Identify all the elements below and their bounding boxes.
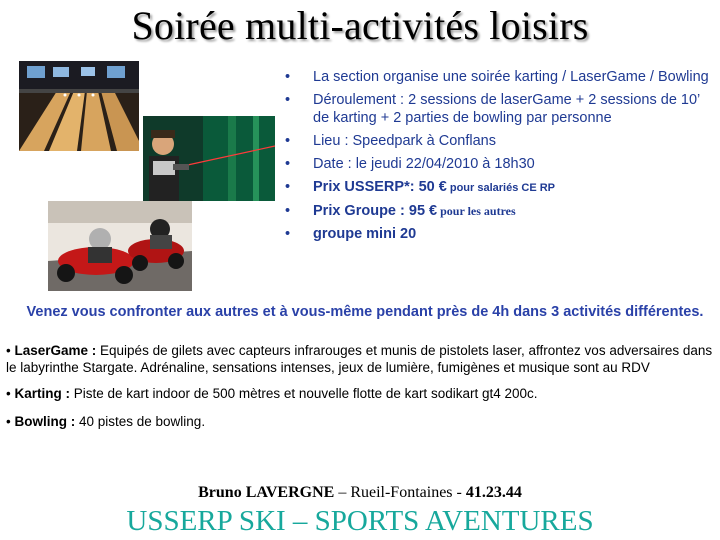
go-kart-race-icon xyxy=(48,201,192,291)
detail-group-min: • groupe mini 20 xyxy=(285,225,710,243)
lasergame-photo xyxy=(143,116,275,201)
detail-activities: • La section organise une soirée karting / LaserGame / Bowling xyxy=(285,68,710,86)
contact-line: Bruno LAVERGNE – Rueil-Fontaines - 41.23.44 xyxy=(198,484,522,501)
detail-price-usserp: • Prix USSERP*: 50 € pour salariés CE RP xyxy=(285,178,710,197)
laser-game-player-icon xyxy=(143,116,275,201)
detail-date: • Date : le jeudi 22/04/2010 à 18h30 xyxy=(285,155,710,173)
organization-name: USSERP SKI – SPORTS AVENTURES xyxy=(126,505,594,537)
event-details-list xyxy=(285,68,710,248)
karting-photo xyxy=(48,201,192,291)
challenge-text: Venez vous confronter aux autres et à vous-même pendant près de 4h dans 3 activités différentes. xyxy=(26,304,704,320)
detail-price-group: • Prix Groupe : 95 € pour les autres xyxy=(285,202,710,220)
bowling-photo xyxy=(19,61,139,151)
bowling-alley-icon xyxy=(19,61,139,151)
detail-location: • Lieu : Speedpark à Conflans xyxy=(285,132,710,150)
activity-bowling: • Bowling : 40 pistes de bowling. xyxy=(6,414,206,429)
detail-schedule: • Déroulement : 2 sessions de laserGame + 2 sessions de 10’ de karting + 2 parties de bowling par personne xyxy=(285,91,710,127)
page-title: Soirée multi-activités loisirs xyxy=(131,3,589,48)
activity-lasergame: • LaserGame : Equipés de gilets avec capteurs infrarouges et munis de pistolets laser, affrontez vos adversaires dans le labyrinthe Stargate. Adrénaline, sensations intenses, jeux de lumière, fumigènes et musique sont au RDV xyxy=(6,343,713,375)
activity-karting: • Karting : Piste de kart indoor de 500 mètres et nouvelle flotte de kart sodikart gt4 200c. xyxy=(6,386,538,401)
